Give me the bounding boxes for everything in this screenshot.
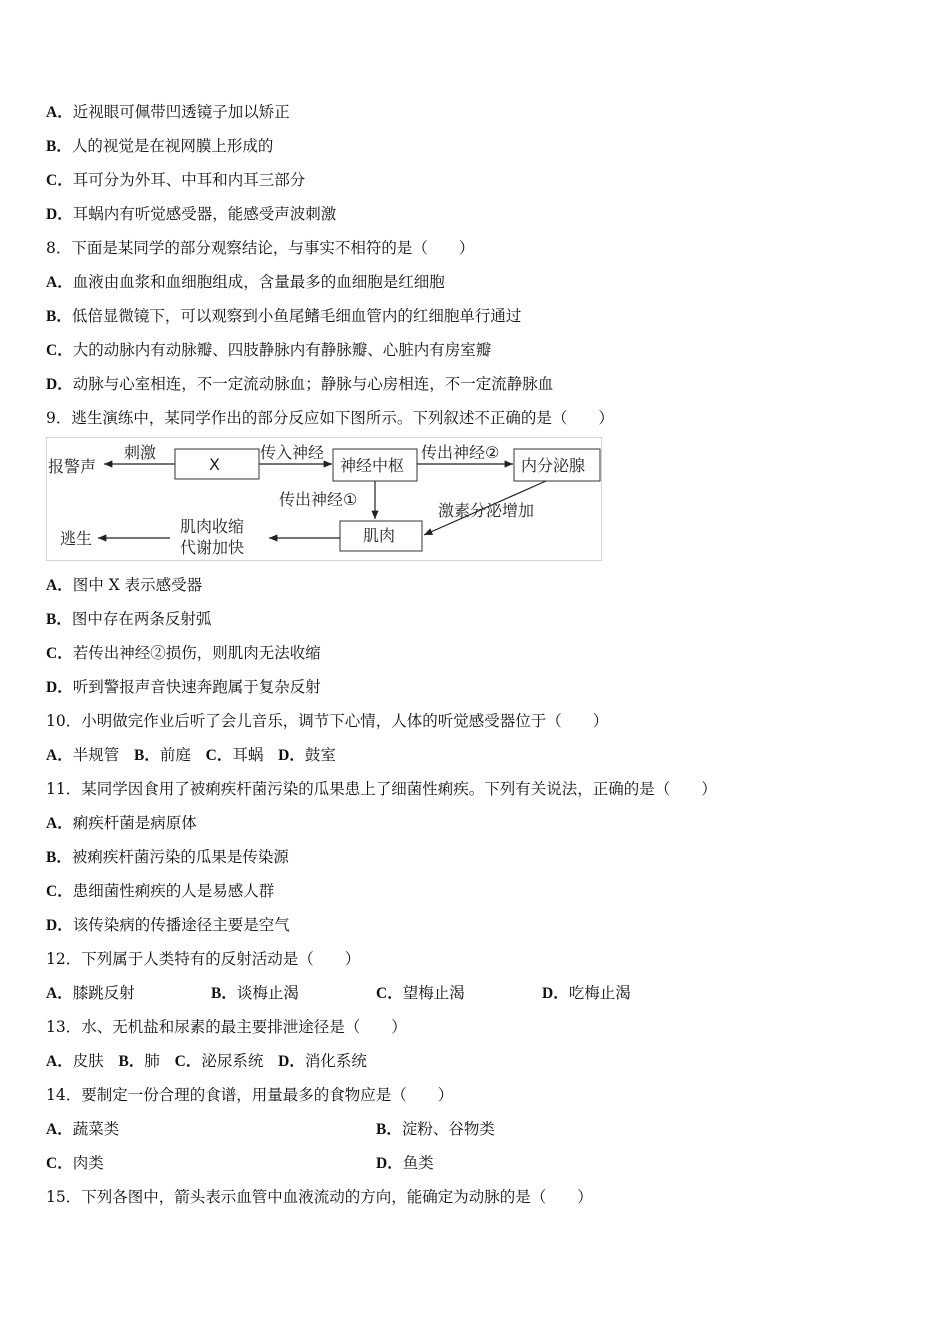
option-text: 鱼类 <box>402 1154 434 1172</box>
stimulus-label: 刺激 <box>124 443 157 462</box>
q10-stem: 10．小明做完作业后听了会儿音乐，调节下心情，人体的听觉感受器位于（ ） <box>46 712 609 730</box>
option-text: 被痢疾杆菌污染的瓜果是传染源 <box>71 848 289 866</box>
option-label: D． <box>46 917 73 934</box>
option-text: 耳可分为外耳、中耳和内耳三部分 <box>72 171 306 189</box>
option-label: A． <box>46 1121 73 1138</box>
option-text: 鼓室 <box>304 746 336 764</box>
q9-option-d <box>46 677 321 698</box>
efferent2-label: 传出神经② <box>421 443 500 462</box>
reflex-diagram-svg <box>46 437 602 561</box>
q11-option-c <box>46 881 274 902</box>
option-label: D． <box>542 985 569 1002</box>
option-label: C． <box>46 1155 73 1172</box>
option-text: 痢疾杆菌是病原体 <box>72 814 197 832</box>
q12-option-b <box>211 983 299 1004</box>
option-label: A． <box>46 815 73 832</box>
q11-stem: 11．某同学因食用了被痢疾杆菌污染的瓜果患上了细菌性痢疾。下列有关说法，正确的是（ ） <box>46 780 717 798</box>
option-text: 动脉与心室相连，不一定流动脉血；静脉与心房相连，不一定流静脉血 <box>72 375 554 393</box>
option-label: B． <box>134 747 160 764</box>
option-label: A． <box>46 274 73 291</box>
option-label: A． <box>46 747 73 764</box>
option-label: D． <box>278 1053 305 1070</box>
center-label: 神经中枢 <box>340 456 405 475</box>
option-text: 半规管 <box>72 746 120 764</box>
option-label: D． <box>46 206 73 223</box>
option-label: A． <box>46 577 73 594</box>
q13-options <box>46 1051 367 1072</box>
q12-stem: 12．下列属于人类特有的反射活动是（ ） <box>46 950 361 968</box>
receptor-label: X <box>209 455 220 474</box>
option-text: 图中 X 表示感受器 <box>72 576 203 594</box>
option-text: 患细菌性痢疾的人是易感人群 <box>72 882 275 900</box>
option-text: 耳蜗内有听觉感受器，能感受声波刺激 <box>72 205 337 223</box>
q8-option-d <box>46 374 553 395</box>
q9-stem: 9．逃生演练中，某同学作出的部分反应如下图所示。下列叙述不正确的是（ ） <box>46 409 614 427</box>
option-text: 血液由血浆和血细胞组成，含量最多的血细胞是红细胞 <box>72 273 445 291</box>
option-label: A． <box>46 985 73 1002</box>
q7-option-d <box>46 204 336 225</box>
option-label: C． <box>46 645 73 662</box>
reflex-diagram <box>46 437 602 561</box>
option-text: 消化系统 <box>304 1052 367 1070</box>
option-label: B． <box>46 308 72 325</box>
q8-option-a <box>46 272 445 293</box>
hormone-label: 激素分泌增加 <box>438 501 535 520</box>
gland-label: 内分泌腺 <box>521 456 586 475</box>
option-label: D． <box>46 679 73 696</box>
option-label: C． <box>46 342 73 359</box>
option-label: B． <box>46 849 72 866</box>
q11-option-a <box>46 813 197 834</box>
option-text: 图中存在两条反射弧 <box>71 610 212 628</box>
contract-label-1: 肌肉收缩 <box>180 517 245 536</box>
q10-options <box>46 745 336 766</box>
option-label: D． <box>278 747 305 764</box>
q12-option-c <box>376 983 465 1004</box>
q9-option-c <box>46 643 321 664</box>
option-label: B． <box>376 1121 402 1138</box>
option-text: 吃梅止渴 <box>568 984 631 1002</box>
q13-stem: 13．水、无机盐和尿素的最主要排泄途径是（ ） <box>46 1018 407 1036</box>
option-text: 蔬菜类 <box>72 1120 120 1138</box>
option-text: 泌尿系统 <box>201 1052 264 1070</box>
option-text: 大的动脉内有动脉瓣、四肢静脉内有静脉瓣、心脏内有房室瓣 <box>72 341 492 359</box>
option-text: 肉类 <box>72 1154 104 1172</box>
option-label: A． <box>46 104 73 121</box>
escape-label: 逃生 <box>60 529 93 548</box>
option-text: 前庭 <box>159 746 191 764</box>
contract-label-2: 代谢加快 <box>180 538 245 557</box>
q14-option-c <box>46 1153 104 1174</box>
muscle-label: 肌肉 <box>363 526 396 545</box>
option-text: 若传出神经②损伤，则肌肉无法收缩 <box>72 644 321 662</box>
option-label: D． <box>376 1155 403 1172</box>
option-text: 该传染病的传播途径主要是空气 <box>72 916 290 934</box>
q8-option-c <box>46 340 491 361</box>
option-text: 皮肤 <box>72 1052 104 1070</box>
q11-option-d <box>46 915 290 936</box>
option-text: 淀粉、谷物类 <box>401 1120 495 1138</box>
option-text: 望梅止渴 <box>402 984 465 1002</box>
q12-option-a <box>46 983 135 1004</box>
option-text: 谈梅止渴 <box>236 984 299 1002</box>
option-label: C． <box>46 883 73 900</box>
afferent-label: 传入神经 <box>260 443 325 462</box>
option-text: 膝跳反射 <box>72 984 135 1002</box>
q14-option-a <box>46 1119 119 1140</box>
q15-stem: 15．下列各图中，箭头表示血管中血液流动的方向，能确定为动脉的是（ ） <box>46 1188 593 1206</box>
option-text: 耳蜗 <box>232 746 264 764</box>
option-label: C． <box>376 985 403 1002</box>
option-label: B． <box>118 1053 145 1070</box>
option-text: 肺 <box>144 1052 160 1070</box>
q14-stem: 14．要制定一份合理的食谱，用量最多的食物应是（ ） <box>46 1086 454 1104</box>
option-label: A． <box>46 1053 73 1070</box>
q11-option-b <box>46 847 289 868</box>
option-label: C． <box>46 172 73 189</box>
q8-stem: 8．下面是某同学的部分观察结论，与事实不相符的是（ ） <box>46 239 475 257</box>
option-text: 低倍显微镜下，可以观察到小鱼尾鳍毛细血管内的红细胞单行通过 <box>71 307 522 325</box>
option-text: 听到警报声音快速奔跑属于复杂反射 <box>72 678 321 696</box>
alarm-label: 报警声 <box>48 457 97 476</box>
q9-option-a <box>46 575 202 596</box>
efferent1-label: 传出神经① <box>279 490 358 509</box>
option-label: B． <box>46 611 72 628</box>
q14-option-d <box>376 1153 434 1174</box>
option-label: C． <box>205 747 233 764</box>
q7-option-a <box>46 102 290 123</box>
option-label: C． <box>174 1053 202 1070</box>
option-text: 人的视觉是在视网膜上形成的 <box>71 137 274 155</box>
q9-option-b <box>46 609 211 630</box>
q14-option-b <box>376 1119 495 1140</box>
option-label: D． <box>46 376 73 393</box>
option-label: B． <box>46 138 72 155</box>
q12-option-d <box>542 983 631 1004</box>
option-label: B． <box>211 985 237 1002</box>
option-text: 近视眼可佩带凹透镜子加以矫正 <box>72 103 290 121</box>
q7-option-b <box>46 136 273 157</box>
q8-option-b <box>46 306 521 327</box>
q7-option-c <box>46 170 305 191</box>
